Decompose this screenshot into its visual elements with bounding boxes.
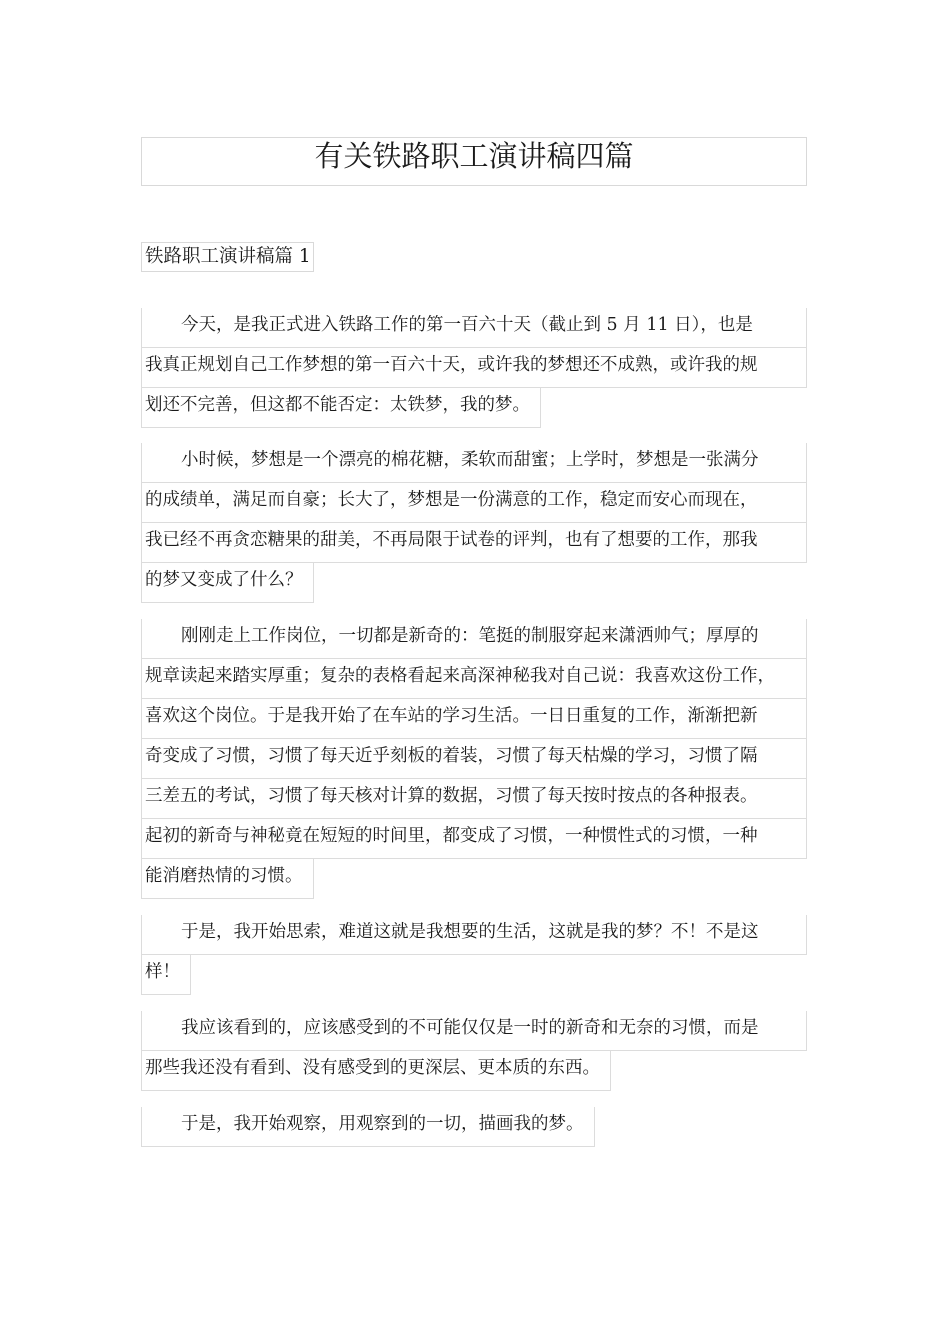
paragraph-line: 刚刚走上工作岗位，一切都是新奇的：笔挺的制服穿起来潇洒帅气；厚厚的 <box>141 619 807 659</box>
paragraph-2 <box>141 443 807 608</box>
paragraph-line: 喜欢这个岗位。于是我开始了在车站的学习生活。一日日重复的工作，渐渐把新 <box>141 699 807 739</box>
paragraph-line: 我已经不再贪恋糖果的甜美，不再局限于试卷的评判，也有了想要的工作，那我 <box>141 523 807 563</box>
paragraph-line: 起初的新奇与神秘竟在短短的时间里，都变成了习惯，一种惯性式的习惯，一种 <box>141 819 807 859</box>
paragraph-3 <box>141 619 807 904</box>
paragraph-line: 我真正规划自己工作梦想的第一百六十天，或许我的梦想还不成熟，或许我的规 <box>141 348 807 388</box>
paragraph-line: 于是，我开始观察，用观察到的一切，描画我的梦。 <box>141 1107 595 1147</box>
paragraph-5 <box>141 1011 807 1096</box>
paragraph-line: 划还不完善，但这都不能否定：太铁梦，我的梦。 <box>141 388 541 428</box>
paragraph-line: 那些我还没有看到、没有感受到的更深层、更本质的东西。 <box>141 1051 611 1091</box>
paragraph-line: 的梦又变成了什么？ <box>141 563 314 603</box>
paragraph-line: 能消磨热情的习惯。 <box>141 859 314 899</box>
paragraph-6 <box>141 1107 807 1152</box>
paragraph-4 <box>141 915 807 1000</box>
paragraph-line: 规章读起来踏实厚重；复杂的表格看起来高深神秘我对自己说：我喜欢这份工作， <box>141 659 807 699</box>
paragraph-line: 于是，我开始思索，难道这就是我想要的生活，这就是我的梦？不！不是这 <box>141 915 807 955</box>
paragraph-line: 小时候，梦想是一个漂亮的棉花糖，柔软而甜蜜；上学时，梦想是一张满分 <box>141 443 807 483</box>
paragraph-line: 三差五的考试，习惯了每天核对计算的数据，习惯了每天按时按点的各种报表。 <box>141 779 807 819</box>
paragraph-line: 今天，是我正式进入铁路工作的第一百六十天（截止到 5 月 11 日），也是 <box>141 308 807 348</box>
paragraph-line: 样！ <box>141 955 191 995</box>
section-heading: 铁路职工演讲稿篇 1 <box>141 242 314 272</box>
paragraph-line: 我应该看到的，应该感受到的不可能仅仅是一时的新奇和无奈的习惯，而是 <box>141 1011 807 1051</box>
document-title: 有关铁路职工演讲稿四篇 <box>141 137 807 186</box>
paragraph-line: 的成绩单，满足而自豪；长大了，梦想是一份满意的工作，稳定而安心而现在， <box>141 483 807 523</box>
paragraph-1 <box>141 308 807 433</box>
paragraph-line: 奇变成了习惯，习惯了每天近乎刻板的着装，习惯了每天枯燥的学习，习惯了隔 <box>141 739 807 779</box>
